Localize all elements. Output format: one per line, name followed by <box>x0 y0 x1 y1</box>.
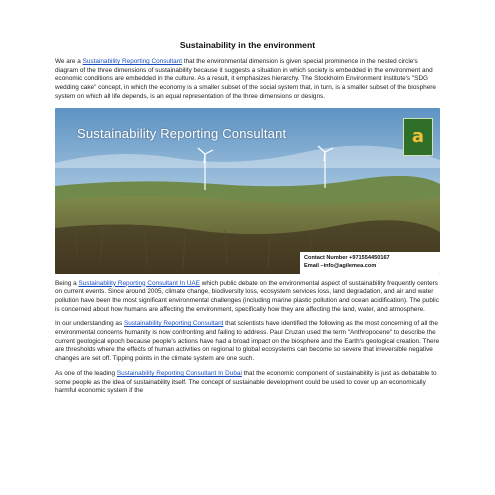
page-title: Sustainability in the environment <box>179 40 316 50</box>
paragraph-1 <box>55 58 440 102</box>
contact-box <box>300 252 440 274</box>
logo-letter: a <box>411 126 425 148</box>
consultant-link-1[interactable]: Sustainability Reporting Consultant <box>82 58 183 65</box>
agile-logo <box>403 118 433 156</box>
banner-title: Sustainability Reporting Consultant <box>77 125 287 141</box>
paragraph-1-lead: We are a <box>55 58 83 65</box>
banner-image <box>55 108 440 274</box>
paragraph-3-body: that scientists have identified the following as the most concerning of all the environmental concerns humanity is now confronting and failing to address. Paul Cruzan used the term "Anthropocene" to describe the current geological epoch because people's actions have had a broad impact on the biosphere and the Earth's geological creation. There are thresholds where the effects of human activities on regional to global ecosystems can become so severe that irreversible negative changes are set off. Tipping points in the climate system are one such. <box>55 320 440 363</box>
contact-email: Email –info@agilemea.com <box>304 262 377 269</box>
document-page <box>55 40 440 402</box>
consultant-uae-link[interactable]: Sustainability Reporting Consultant In UAE <box>78 279 200 287</box>
paragraph-4 <box>55 370 440 396</box>
paragraph-3-lead: In our understanding as <box>55 320 124 328</box>
paragraph-2-body: which public debate on the environmental aspect of sustainability frequently centers on current events. Since around 2005, climate change, biodiversity loss, ecosystem services loss, land degradation, and air and water pollution have been the most significant environmental challenges (including marine plastic pollution and ocean acidification). The public is concerned about how humans are affecting the environment, specifically how they are affecting the land, water, and atmosphere. <box>55 279 439 313</box>
paragraph-2-lead: Being a <box>55 279 79 287</box>
paragraph-4-body: that the economic component of sustainability is just as debatable to some people as the idea of sustainability itself. The concept of sustainable development could be used to cover up an economically harmful economic system if the <box>55 369 437 395</box>
paragraph-3 <box>55 320 440 364</box>
paragraph-2 <box>55 280 440 315</box>
paragraph-1-body: that the environmental dimension is given special prominence in the nested circle's diagram of the three dimensions of sustainability because it suggests a situation in which society is embedded in the environment and economic conditions are embedded in the culture. As a result, it emphasizes hierarchy. The Stockholm Environment Institute's "SDG wedding cake" concept, in which the economy is a smaller subset of the social system that, in turn, is a smaller subset of the biosphere system on which all life depends, is an equal representation of the three dimensions or designs. <box>55 58 436 100</box>
consultant-dubai-link[interactable]: Sustainability Reporting Consultant In Dubai <box>116 369 242 377</box>
paragraph-4-lead: As one of the leading <box>55 369 117 377</box>
contact-number: Contact Number +971554450167 <box>304 254 390 261</box>
consultant-link-2[interactable]: Sustainability Reporting Consultant <box>123 320 224 328</box>
